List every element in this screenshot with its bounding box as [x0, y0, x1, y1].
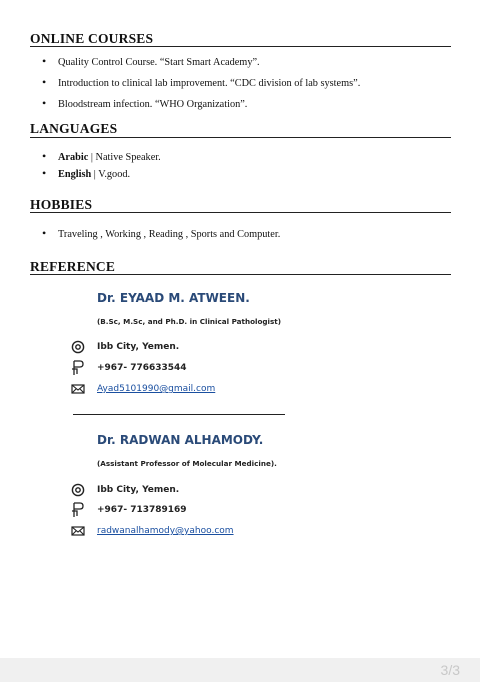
list-item: • Bloodstream infection. “WHO Organization”. — [42, 97, 360, 118]
reference-phone: +967- 713789169 — [97, 505, 187, 515]
reference-name: Dr. RADWAN ALHAMODY. — [97, 433, 264, 447]
location-pin-icon — [70, 339, 86, 355]
reference-location-row — [70, 482, 179, 498]
section-title-hobbies: HOBBIES — [30, 197, 93, 212]
phone-icon — [70, 360, 86, 376]
section-rule — [30, 137, 451, 138]
language-name: English — [58, 169, 92, 180]
section-title-reference: REFERENCE — [30, 259, 116, 274]
reference-name: Dr. EYAAD M. ATWEEN. — [97, 291, 250, 305]
email-icon — [70, 381, 86, 397]
reference-credentials: (Assistant Professor of Molecular Medicine). — [97, 459, 277, 468]
phone-icon — [70, 502, 86, 518]
location-pin-icon — [70, 482, 86, 498]
list-item: • Traveling , Working , Reading , Sports and Computer. — [42, 227, 280, 248]
page-indicator: 3/3 — [440, 662, 460, 678]
reference-email-link[interactable]: radwanalhamody@yahoo.com — [97, 526, 234, 536]
reference-location-row — [70, 339, 179, 355]
hobbies-list — [42, 227, 280, 248]
language-level: | V.good. — [91, 169, 131, 180]
reference-email-link[interactable]: Ayad5101990@gmail.com — [97, 384, 216, 394]
list-item — [42, 167, 161, 184]
section-rule — [30, 274, 451, 275]
reference-phone-row — [70, 360, 187, 376]
section-rule — [30, 46, 451, 47]
reference-email-row — [70, 381, 215, 397]
list-item: • Introduction to clinical lab improvement. “CDC division of lab systems”. — [42, 76, 360, 97]
language-name: Arabic — [58, 152, 89, 163]
reference-separator — [73, 414, 285, 415]
reference-credentials: (B.Sc, M.Sc, and Ph.D. in Clinical Pathologist) — [97, 317, 282, 326]
section-title-languages: LANGUAGES — [30, 121, 118, 136]
languages-list — [42, 150, 161, 184]
section-title-online-courses: ONLINE COURSES — [30, 31, 154, 46]
viewer-footer-bar — [0, 658, 480, 682]
reference-location: Ibb City, Yemen. — [97, 485, 180, 495]
email-icon — [70, 523, 86, 539]
list-item — [42, 150, 161, 167]
reference-location: Ibb City, Yemen. — [97, 342, 180, 352]
section-rule — [30, 212, 451, 213]
reference-phone-row — [70, 502, 187, 518]
online-courses-list — [42, 55, 360, 118]
list-item: • Quality Control Course. “Start Smart Academy”. — [42, 55, 360, 76]
reference-phone: +967- 776633544 — [97, 363, 187, 373]
reference-email-row — [70, 523, 234, 539]
language-level: | Native Speaker. — [88, 152, 161, 163]
